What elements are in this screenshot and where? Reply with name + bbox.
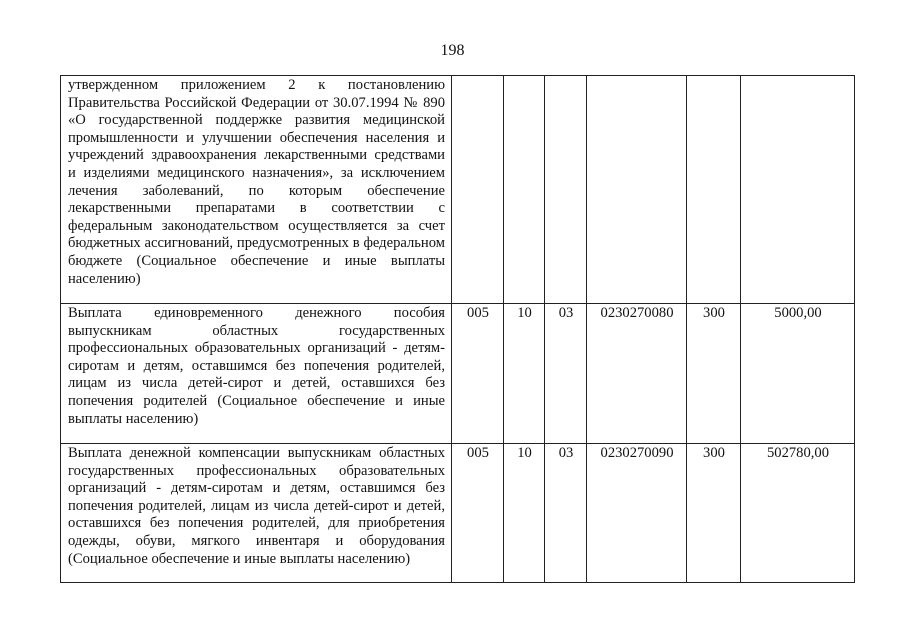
cell-amount <box>741 76 855 304</box>
cell-section-code: 10 <box>504 444 545 583</box>
cell-target-article-code: 0230270080 <box>587 304 687 444</box>
cell-section-code: 10 <box>504 304 545 444</box>
page-number: 198 <box>440 42 465 59</box>
cell-expense-type-code: 300 <box>687 444 741 583</box>
cell-grbs-code: 005 <box>452 444 504 583</box>
table-row <box>61 76 855 304</box>
cell-grbs-code: 005 <box>452 304 504 444</box>
cell-subsection-code: 03 <box>545 444 587 583</box>
cell-target-article-code: 0230270090 <box>587 444 687 583</box>
cell-expense-name: утвержденном приложением 2 к постановлению Правительства Российской Федерации от 30.07.1994 № 890 «О государственной поддержке развития медицинской промышленности и улучшении обеспечения населения и учреждений здравоохранения лекарственными средствами и изделиями медицинского назначения», за исключением лечения заболеваний, по которым обеспечение лекарственными препаратами в соответствии с федеральным законодательством осуществляется за счет бюджетных ассигнований, предусмотренных в федеральном бюджете (Социальное обеспечение и иные выплаты населению) <box>61 76 452 304</box>
cell-subsection-code <box>545 76 587 304</box>
budget-allocations-table <box>60 75 855 583</box>
cell-amount: 5000,00 <box>741 304 855 444</box>
table-row <box>61 444 855 583</box>
cell-expense-type-code: 300 <box>687 304 741 444</box>
cell-amount: 502780,00 <box>741 444 855 583</box>
cell-section-code <box>504 76 545 304</box>
cell-expense-type-code <box>687 76 741 304</box>
cell-target-article-code <box>587 76 687 304</box>
cell-subsection-code: 03 <box>545 304 587 444</box>
cell-expense-name: Выплата единовременного денежного пособия выпускникам областных государственных профессиональных образовательных организаций - детям-сиротам и детям, оставшимся без попечения родителей, лицам из числа детей-сирот и детей, оставшихся без попечения родителей (Социальное обеспечение и иные выплаты населению) <box>61 304 452 444</box>
cell-grbs-code <box>452 76 504 304</box>
table-row <box>61 304 855 444</box>
cell-expense-name: Выплата денежной компенсации выпускникам областных государственных профессиональных образовательных организаций - детям-сиротам и детям, оставшимся без попечения родителей, лицам из числа детей-сирот и детей, оставшихся без попечения родителей, для приобретения одежды, обуви, мягкого инвентаря и оборудования (Социальное обеспечение и иные выплаты населению) <box>61 444 452 583</box>
